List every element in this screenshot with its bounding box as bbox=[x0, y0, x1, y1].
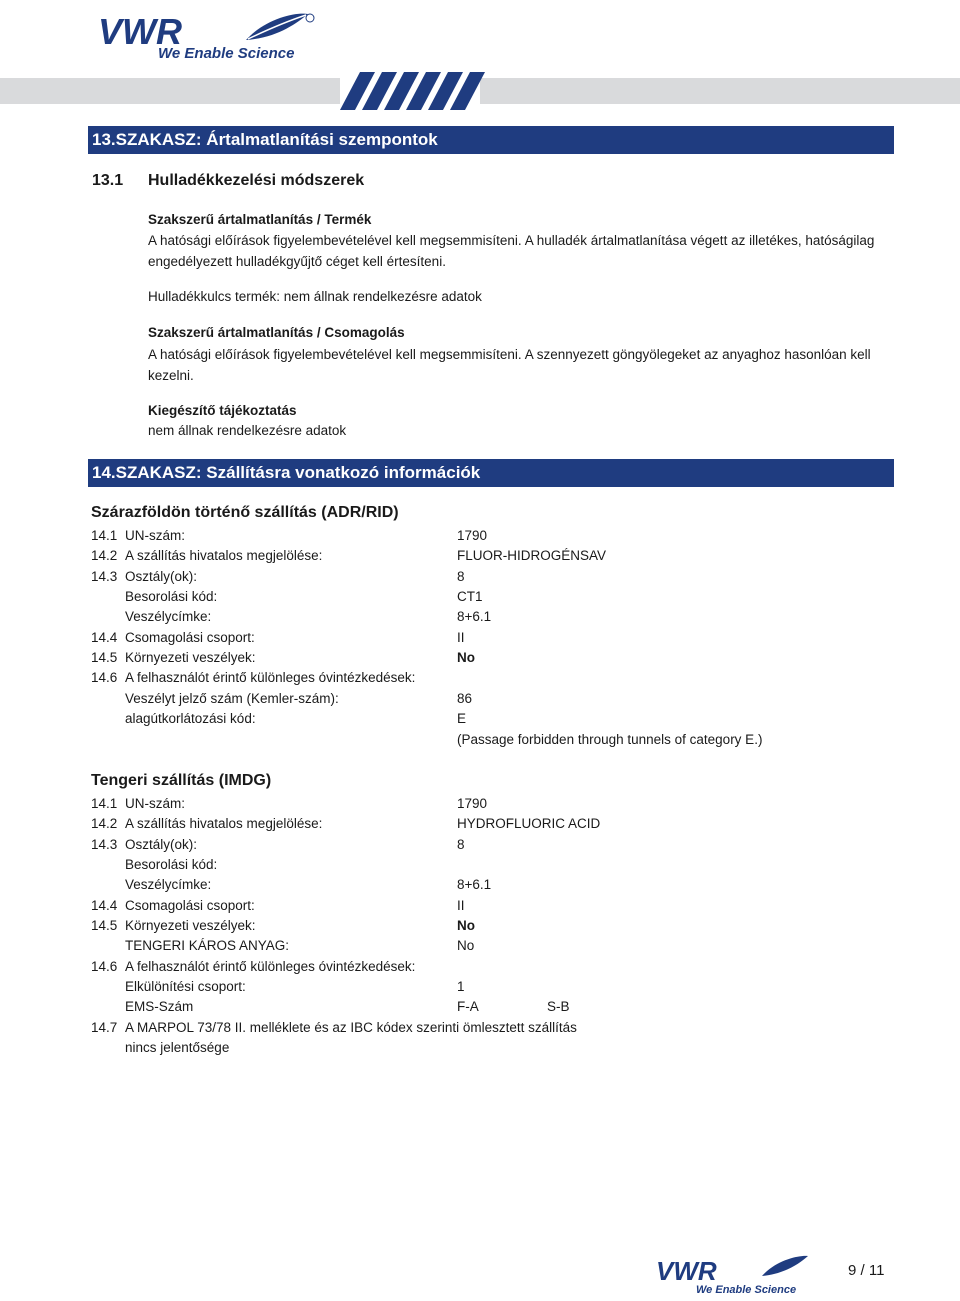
row-value: 8+6.1 bbox=[457, 609, 492, 624]
row-value: II bbox=[457, 898, 465, 913]
row-number: 14.6 bbox=[91, 670, 118, 685]
footer-leaf-icon bbox=[762, 1256, 808, 1276]
registered-icon bbox=[306, 14, 314, 22]
row-label: UN-szám: bbox=[125, 796, 185, 811]
footer-logo-wordmark: VWR bbox=[656, 1256, 717, 1286]
row-value: HYDROFLUORIC ACID bbox=[457, 816, 601, 831]
row-number: 14.5 bbox=[91, 650, 118, 665]
row-label: A felhasználót érintő különleges óvintézkedések: bbox=[125, 959, 416, 974]
row-label: A szállítás hivatalos megjelölése: bbox=[125, 816, 323, 831]
row-number: 14.3 bbox=[91, 569, 118, 584]
row-label: alagútkorlátozási kód: bbox=[125, 711, 256, 726]
imdg-heading: Tengeri szállítás (IMDG) bbox=[91, 772, 272, 789]
row-label: Besorolási kód: bbox=[125, 589, 218, 604]
row-label: A felhasználót érintő különleges óvintézkedések: bbox=[125, 670, 416, 685]
adr-heading: Szárazföldön történő szállítás (ADR/RID) bbox=[91, 504, 399, 521]
row-value: E bbox=[457, 711, 467, 726]
row-label: A szállítás hivatalos megjelölése: bbox=[125, 548, 323, 563]
row-value: 1790 bbox=[457, 796, 488, 811]
row-value: (Passage forbidden through tunnels of category E.) bbox=[457, 732, 763, 747]
extra-info-text: nem állnak rendelkezésre adatok bbox=[148, 423, 347, 438]
waste-key: Hulladékkulcs termék: nem állnak rendelkezésre adatok bbox=[148, 289, 482, 304]
row-label: nincs jelentősége bbox=[125, 1040, 230, 1055]
section-14-title: 14.SZAKASZ: Szállításra vonatkozó információk bbox=[88, 459, 894, 487]
product-disposal-text: A hatósági előírások figyelembevételével kell megsemmisíteni. A hulladék ártalmatlanítása végett az illetékes, hatóságilag engedélyezett hulladékgyűjtő céget kell értesíteni. bbox=[148, 233, 875, 269]
row-label: Besorolási kód: bbox=[125, 857, 218, 872]
logo-tagline: We Enable Science bbox=[158, 45, 295, 62]
row-value: FLUOR-HIDROGÉNSAV bbox=[457, 548, 607, 563]
row-label: EMS-Szám bbox=[125, 999, 194, 1014]
row-label: Elkülönítési csoport: bbox=[125, 979, 246, 994]
row-label: Osztály(ok): bbox=[125, 837, 198, 852]
packaging-disposal-heading: Szakszerű ártalmatlanítás / Csomagolás bbox=[148, 325, 405, 340]
row-number: 14.6 bbox=[91, 959, 118, 974]
row-label: Veszélycímke: bbox=[125, 609, 212, 624]
row-label: TENGERI KÁROS ANYAG: bbox=[125, 938, 290, 953]
row-value: No bbox=[457, 938, 475, 953]
product-disposal-heading: Szakszerű ártalmatlanítás / Termék bbox=[148, 212, 372, 227]
row-number: 14.3 bbox=[91, 837, 118, 852]
row-value: 8 bbox=[457, 569, 465, 584]
page-number: 9 / 11 bbox=[848, 1262, 885, 1279]
row-value: II bbox=[457, 630, 465, 645]
row-label: Osztály(ok): bbox=[125, 569, 198, 584]
row-value: CT1 bbox=[457, 589, 483, 604]
header-band bbox=[0, 72, 960, 110]
row-label: Veszélyt jelző szám (Kemler-szám): bbox=[125, 691, 339, 706]
row-label: Csomagolási csoport: bbox=[125, 898, 255, 913]
row-label: UN-szám: bbox=[125, 528, 185, 543]
row-value-secondary: S-B bbox=[547, 999, 570, 1014]
row-value: 1 bbox=[457, 979, 465, 994]
row-number: 14.1 bbox=[91, 796, 118, 811]
row-value: No bbox=[457, 650, 475, 665]
row-value: 86 bbox=[457, 691, 473, 706]
row-number: 14.4 bbox=[91, 898, 118, 913]
row-label: Csomagolási csoport: bbox=[125, 630, 255, 645]
row-number: 14.5 bbox=[91, 918, 118, 933]
row-label: Környezeti veszélyek: bbox=[125, 918, 256, 933]
row-number: 14.1 bbox=[91, 528, 118, 543]
row-value: F-A bbox=[457, 999, 479, 1014]
extra-info-heading: Kiegészítő tájékoztatás bbox=[148, 403, 297, 418]
row-value: 8+6.1 bbox=[457, 877, 492, 892]
row-number: 14.2 bbox=[91, 548, 118, 563]
subsection-number: 13.1 bbox=[92, 172, 124, 189]
row-value: 8 bbox=[457, 837, 465, 852]
row-number: 14.4 bbox=[91, 630, 118, 645]
section-13-title: 13.SZAKASZ: Ártalmatlanítási szempontok bbox=[88, 126, 894, 154]
row-number: 14.7 bbox=[91, 1020, 118, 1035]
row-label: A MARPOL 73/78 II. melléklete és az IBC kódex szerinti ömlesztett szállítás bbox=[125, 1020, 577, 1035]
logo-wordmark: VWR bbox=[98, 11, 182, 52]
row-label: Veszélycímke: bbox=[125, 877, 212, 892]
packaging-disposal-text: A hatósági előírások figyelembevételével kell megsemmisíteni. A szennyezett göngyölegeket az anyaghoz hasonlóan kell kezelni. bbox=[148, 347, 871, 383]
subsection-title: Hulladékkezelési módszerek bbox=[148, 172, 365, 189]
row-value: 1790 bbox=[457, 528, 488, 543]
row-number: 14.2 bbox=[91, 816, 118, 831]
footer-vwr-logo bbox=[654, 1252, 814, 1296]
row-value: No bbox=[457, 918, 475, 933]
row-label: Környezeti veszélyek: bbox=[125, 650, 256, 665]
vwr-logo bbox=[96, 8, 321, 62]
footer-logo-tagline: We Enable Science bbox=[696, 1284, 797, 1296]
